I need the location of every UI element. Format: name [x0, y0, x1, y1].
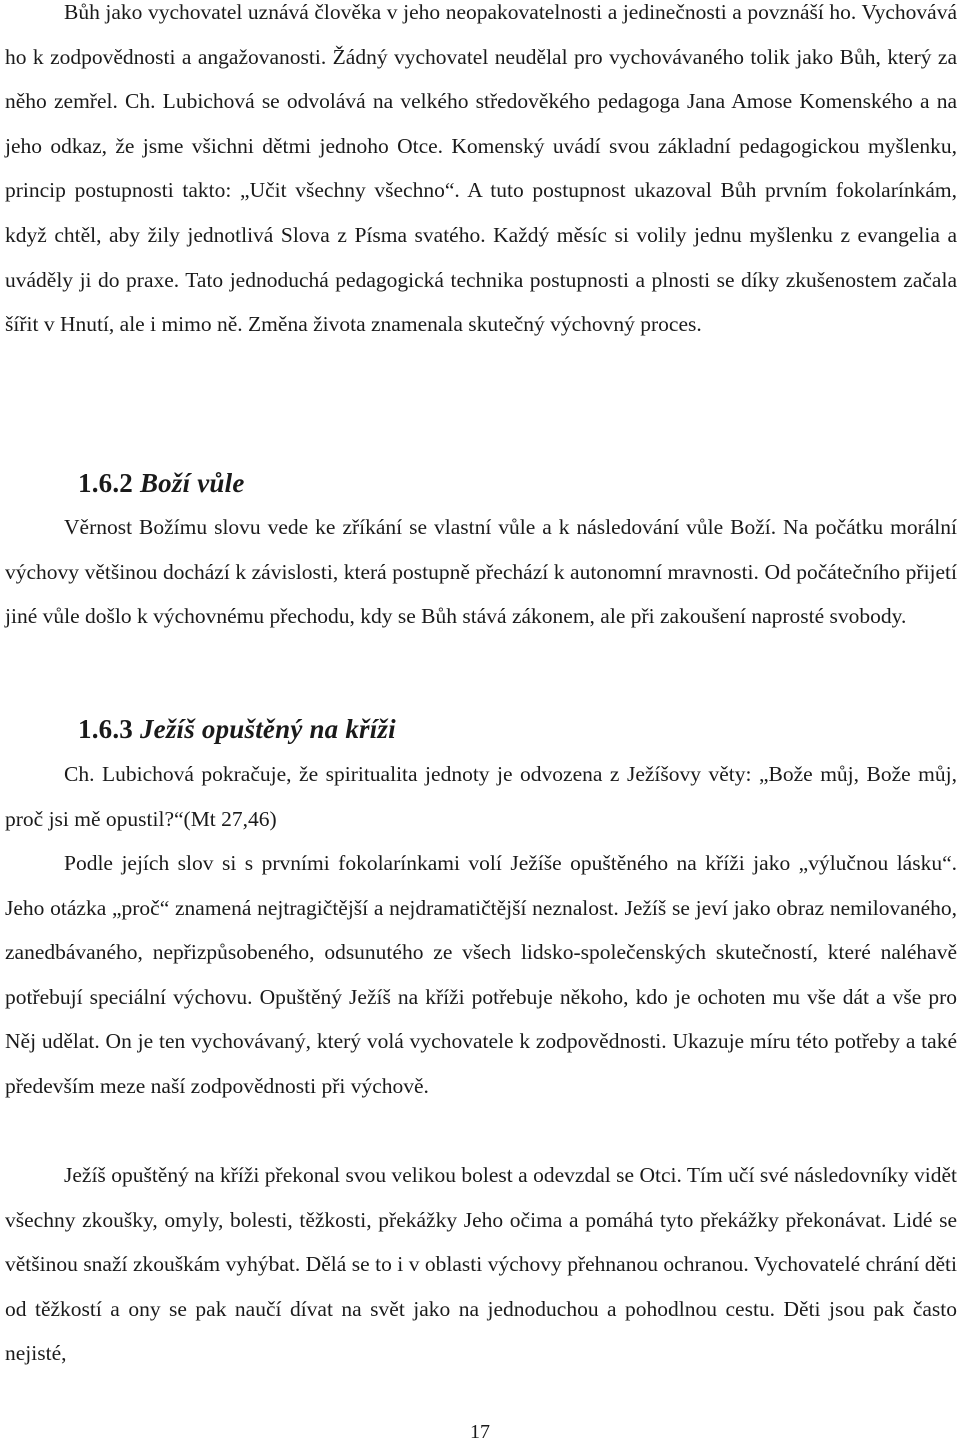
paragraph-bozi-vule: Věrnost Božímu slovu vede ke zříkání se vlastní vůle a k následování vůle Boží. Na počátku morální výchovy většinou dochází k závislosti, která postupně přechází k autonomní mravnosti. Od počátečního přijetí jiné vůle došlo k výchovnému přechodu, kdy se Bůh stává zákonem, ale při zakoušení naprosté svobody.: [5, 515, 957, 629]
section-heading-1-6-2: [78, 468, 245, 499]
paragraph-lubichova-pokracuje: Ch. Lubichová pokračuje, že spiritualita jednoty je odvozena z Ježíšovy věty: „Bože můj, Bože můj, proč jsi mě opustil?“(Mt 27,46): [5, 762, 957, 831]
section-title: Ježíš opuštěný na kříži: [139, 714, 396, 744]
section-number: 1.6.2: [78, 468, 133, 498]
page-number: 17: [470, 1421, 490, 1443]
paragraph-podle-jejich-slov: Podle jejích slov si s prvními fokolarínkami volí Ježíše opuštěného na kříži jako „výlučnou lásku“. Jeho otázka „proč“ znamená nejtragičtější a nejdramatičtější neznalost. Ježíš se jeví jako obraz nemilovaného, zanedbávaného, nepřizpůsobeného, odsunutého ze všech lidsko-společenských skutečností, které naléhavě potřebují speciální výchovu. Opuštěný Ježíš na kříži potřebuje někoho, kdo je ochoten mu vše dát a vše pro Něj udělat. On je ten vychovávaný, který volá vychovatele k zodpovědnosti. Ukazuje míru této potřeby a také především meze naší zodpovědnosti při výchově.: [5, 851, 957, 1098]
section-heading-1-6-3: [78, 714, 396, 745]
paragraph-buh-jako-vychovatel: Bůh jako vychovatel uznává člověka v jeho neopakovatelnosti a jedinečnosti a povznáší ho. Vychovává ho k zodpovědnosti a angažovanosti. Žádný vychovatel neudělal pro vychovávaného tolik jako Bůh, který za něho zemřel. Ch. Lubichová se odvolává na velkého středověkého pedagoga Jana Amose Komenského a na jeho odkaz, že jsme všichni dětmi jednoho Otce. Komenský uvádí svou základní pedagogickou myšlenku, princip postupnosti takto: „Učit všechny všechno“. A tuto postupnost ukazoval Bůh prvním fokolarínkám, když chtěl, aby žily jednotlivá Slova z Písma svatého. Každý měsíc si volily jednu myšlenku z evangelia a uváděly ji do praxe. Tato jednoduchá pedagogická technika postupnosti a plnosti se díky zkušenostem začala šířit v Hnutí, ale i mimo ně. Změna života znamenala skutečný výchovný proces.: [5, 0, 957, 337]
paragraph-jezis-opusteny: Ježíš opuštěný na kříži překonal svou velikou bolest a odevzdal se Otci. Tím učí své následovníky vidět všechny zkoušky, omyly, bolesti, těžkosti, překážky Jeho očima a pomáhá tyto překážky překonávat. Lidé se většinou snaží zkouškám vyhýbat. Dělá se to i v oblasti výchovy přehnanou ochranou. Vychovatelé chrání děti od těžkostí a ony se pak naučí dívat na svět jako na jednoduchou a pohodlnou cestu. Děti jsou pak často nejisté,: [5, 1163, 957, 1366]
section-number: 1.6.3: [78, 714, 133, 744]
section-title: Boží vůle: [139, 468, 245, 498]
